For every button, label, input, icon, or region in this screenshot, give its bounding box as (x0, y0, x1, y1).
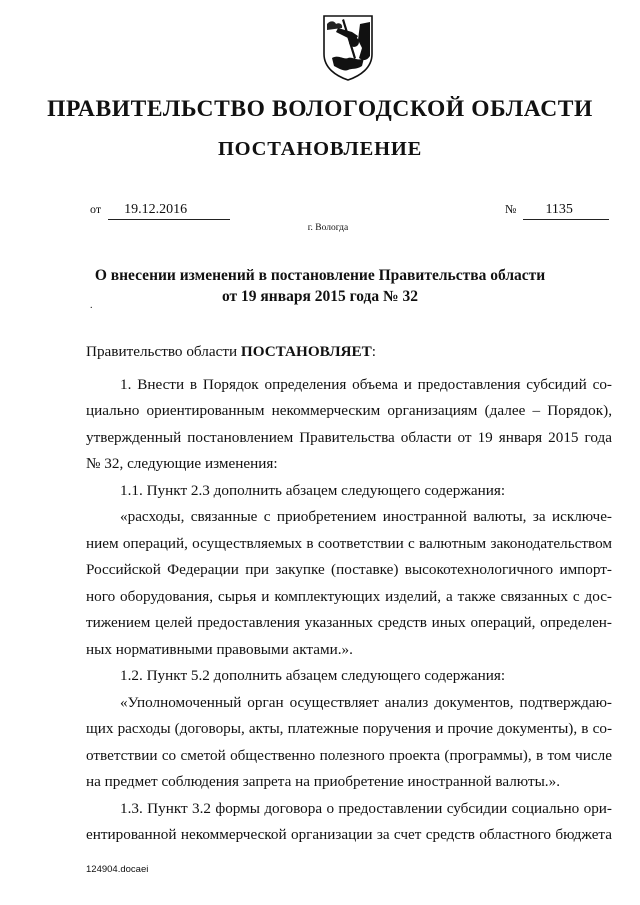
quote-2-line: на предмет соблюдения запрета на приобретение иностранной валюты.». (86, 773, 560, 790)
file-code: 124904.docaei (86, 864, 149, 875)
subject-line-1: О внесении изменений в постановление Правительства области (94, 267, 546, 284)
document-body (86, 339, 612, 849)
stray-mark: . (90, 300, 93, 311)
quote-1-line: «расходы, связанные с приобретением иностранной валюты, за исключе- (120, 508, 612, 525)
city-label: г. Вологда (307, 223, 349, 233)
paragraph-1-1: 1.1. Пункт 2.3 дополнить абзацем следующего содержания: (120, 481, 506, 499)
quote-1-line: нием операций, осуществляемых в соответствии с валютным законодательством (86, 534, 612, 552)
paragraph-1-3-line: 1.3. Пункт 3.2 формы договора о предоставлении субсидии социально ори- (120, 799, 612, 817)
paragraph-1-line: № 32, следующие изменения: (86, 455, 278, 472)
number-field: 1135 (523, 202, 609, 220)
decree-lead: Правительство области ПОСТАНОВЛЯЕТ: (86, 343, 376, 360)
paragraph-1-line: 1. Внести в Порядок определения объема и предоставления субсидий со- (120, 375, 612, 393)
quote-1-line: ных нормативными правовыми актами.». (86, 640, 353, 658)
paragraph-1-2: 1.2. Пункт 5.2 дополнить абзацем следующего содержания: (120, 667, 506, 684)
quote-2-line: ответствии со сметой общественно полезного проекта (программы), в том числе (86, 746, 612, 764)
decree-keyword: ПОСТАНОВЛЯЕТ (240, 343, 372, 360)
paragraph-1-line: утвержденный постановлением Правительства области от 19 января 2015 года (86, 428, 612, 446)
quote-1-line: Российской Федерации при закупке (поставке) высокотехнологичного импорт- (86, 561, 612, 578)
quote-2-line: щих расходы (договоры, акты, платежные поручения и прочие документы), в со- (86, 720, 612, 737)
quote-2-line: «Уполномоченный орган осуществляет анализ документов, подтверждаю- (120, 693, 612, 711)
paragraph-1-line: циально ориентированным некоммерческим организациям (далее – Порядок), (86, 402, 612, 419)
date-block (90, 202, 230, 220)
number-block (505, 202, 609, 220)
date-field: 19.12.2016 (108, 202, 230, 220)
quote-1-line: тижением целей предоставления указанных средств иных операций, определен- (86, 614, 612, 631)
subject-line-2: от 19 января 2015 года № 32 (222, 288, 418, 305)
date-prefix: от (90, 202, 102, 216)
document-type: ПОСТАНОВЛЕНИЕ (217, 138, 423, 160)
quote-1-line: ного оборудования, сырья и комплектующих изделий, а также связанных с дос- (86, 587, 612, 605)
vologda-coat-of-arms-icon (322, 14, 374, 82)
paragraph-1-3-line: ентированной некоммерческой организации за счет средств областного бюджета (86, 826, 612, 843)
number-prefix: № (505, 202, 517, 216)
document-subject (0, 265, 640, 307)
government-title: ПРАВИТЕЛЬСТВО ВОЛОГОДСКОЙ ОБЛАСТИ (47, 96, 593, 122)
